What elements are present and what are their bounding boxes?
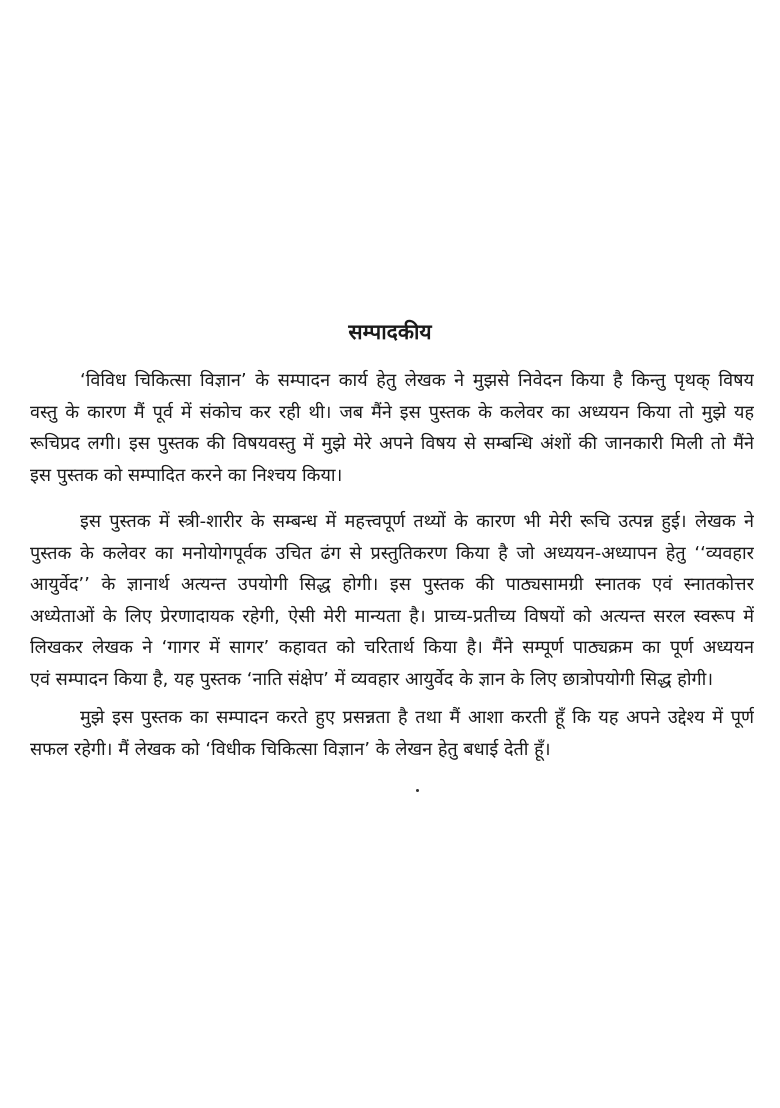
text-line: वस्तु के कारण मैं पूर्व में संकोच कर रही थी। जब मैंने इस पुस्तक के कलेवर का अध्ययन किया तो मुझे यह	[30, 401, 754, 423]
text-line: मुझे इस पुस्तक का सम्पादन करते हुए प्रसन्नता है तथा मैं आशा करती हूँ कि यह अपने उद्देश्य में पूर्ण	[80, 707, 754, 728]
text-line: अध्येताओं के लिए प्रेरणादायक रहेगी, ऐसी मेरी मान्यता है। प्राच्य-प्रतीच्य विषयों को अत्यन्त सरल स्वरूप में	[30, 605, 754, 627]
paragraph-3	[30, 702, 754, 765]
text-line: लिखकर लेखक ने ‘गागर में सागर’ कहावत को चरितार्थ किया है। मैंने सम्पूर्ण पाठ्यक्रम का पूर्ण अध्ययन	[30, 637, 754, 658]
scan-speck	[416, 789, 419, 792]
paragraph-2	[30, 506, 754, 695]
text-line: इस पुस्तक को सम्पादित करने का निश्चय किया।	[30, 464, 343, 486]
text-line: आयुर्वेद’’ के ज्ञानार्थ अत्यन्त उपयोगी सिद्ध होगी। इस पुस्तक की पाठ्यसामग्री स्नातक एवं स्नातकोत्तर	[30, 574, 754, 595]
text-line: ‘विविध चिकित्सा विज्ञान’ के सम्पादन कार्य हेतु लेखक ने मुझसे निवेदन किया है किन्तु पृथक् विषय	[80, 370, 754, 391]
text-line: इस पुस्तक में स्त्री-शारीर के सम्बन्ध में महत्त्वपूर्ण तथ्यों के कारण भी मेरी रूचि उत्पन्न हुई। लेखक ने	[80, 511, 754, 532]
text-line: एवं सम्पादन किया है, यह पुस्तक ‘नाति संक्षेप’ में व्यवहार आयुर्वेद के ज्ञान के लिए छात्रोपयोगी सिद्ध होगी।	[30, 668, 714, 690]
page-title: सम्पादकीय	[348, 320, 432, 344]
text-line: पुस्तक के कलेवर का मनोयोगपूर्वक उचित ढंग से प्रस्तुतिकरण किया है जो अध्ययन-अध्यापन हेतु ‘‘व्यवहार	[30, 542, 754, 564]
paragraph-1	[30, 365, 754, 491]
text-line: सफल रहेगी। मैं लेखक को ‘विधीक चिकित्सा विज्ञान’ के लेखन हेतु बधाई देती हूँ।	[30, 738, 551, 760]
text-line: रूचिप्रद लगी। इस पुस्तक की विषयवस्तु में मुझे मेरे अपने विषय से सम्बन्धि अंशों की जानकारी मिली तो मैंने	[30, 433, 754, 454]
